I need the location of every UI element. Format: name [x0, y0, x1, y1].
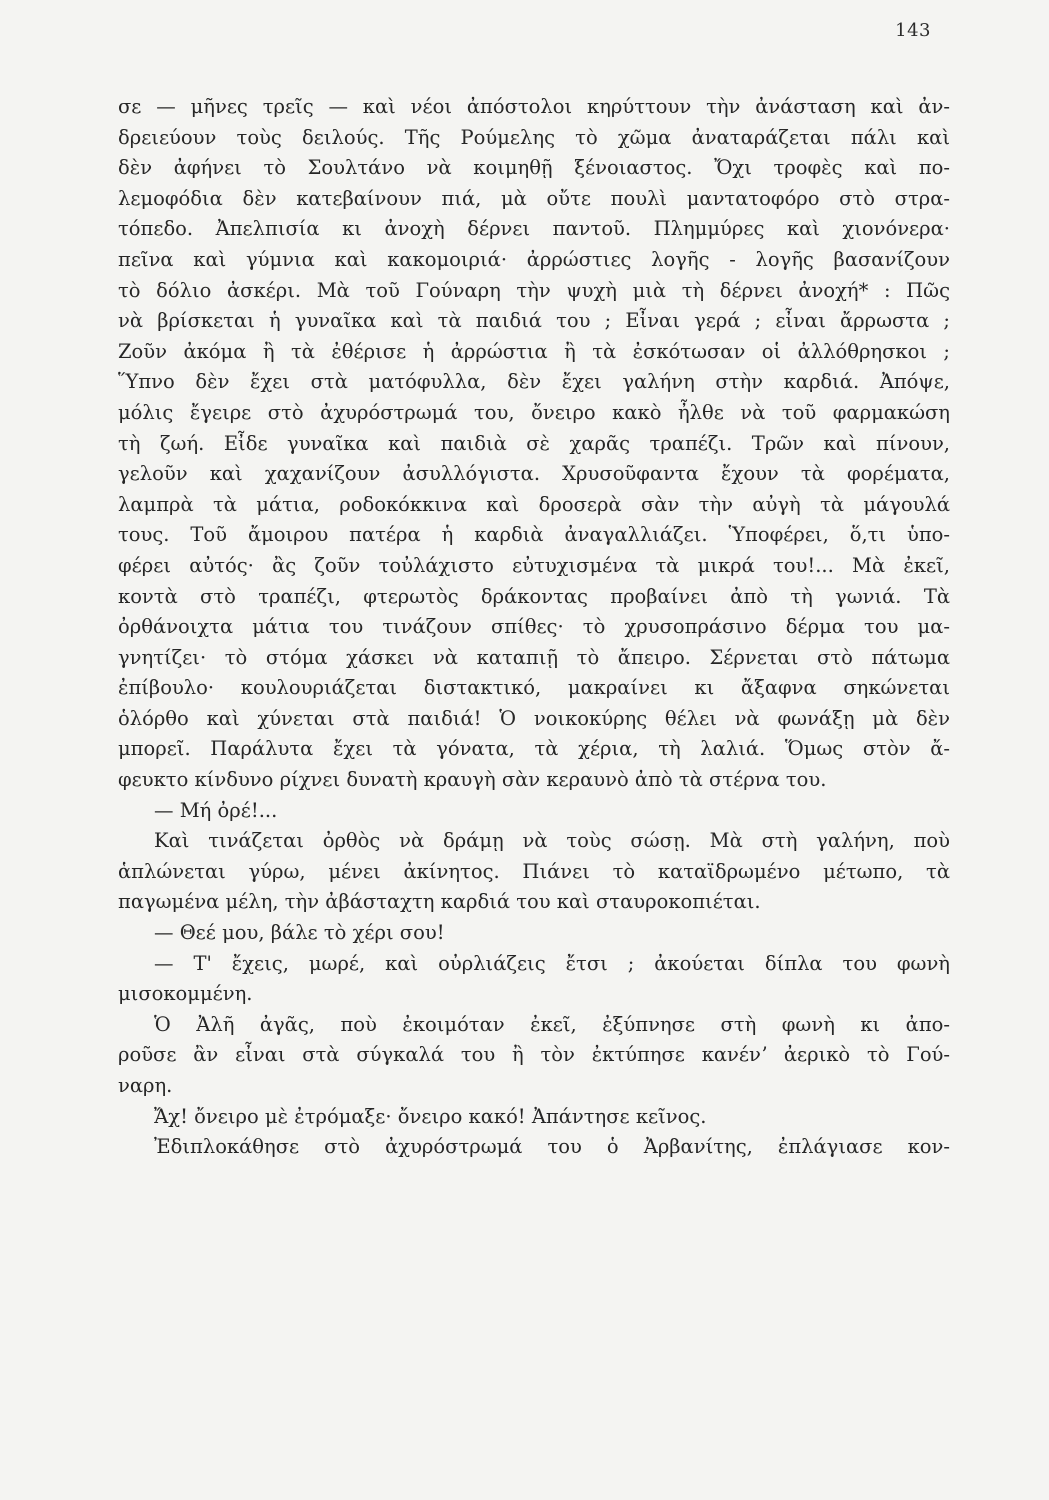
text-line: Ἄχ! ὄνειρο μὲ ἐτρόμαξε· ὄνειρο κακό! Ἀπάντησε κεῖνος.: [154, 1104, 707, 1128]
text-line: τὸ δόλιο ἀσκέρι. Μὰ τοῦ Γούναρη τὴν ψυχὴ μιὰ τὴ δέρνει ἀνοχή* : Πῶς: [118, 278, 950, 302]
text-line: Ζοῦν ἀκόμα ἢ τὰ ἐθέρισε ἡ ἀρρώστια ἢ τὰ ἐσκότωσαν οἱ ἀλλόθρησκοι ;: [118, 339, 950, 363]
text-line: — Μή ὀρέ!...: [154, 798, 278, 822]
text-line: κοντὰ στὸ τραπέζι, φτερωτὸς δράκοντας προβαίνει ἀπὸ τὴ γωνιά. Τὰ: [118, 584, 950, 608]
text-line: τους. Τοῦ ἄμοιρου πατέρα ἡ καρδιὰ ἀναγαλλιάζει. Ὑποφέρει, ὅ,τι ὑπο-: [118, 523, 950, 547]
text-line: δρειεύουν τοὺς δειλούς. Τῆς Ρούμελης τὸ χῶμα ἀναταράζεται πάλι καὶ: [118, 125, 950, 149]
text-line: παγωμένα μέλη, τὴν ἀβάσταχτη καρδιά του καὶ σταυροκοπιέται.: [118, 890, 761, 914]
text-line: φευκτο κίνδυνο ρίχνει δυνατὴ κραυγὴ σὰν κεραυνὸ ἀπὸ τὰ στέρνα του.: [118, 768, 827, 792]
text-line: ναρη.: [118, 1074, 173, 1097]
text-line: ἁπλώνεται γύρω, μένει ἀκίνητος. Πιάνει τὸ καταϊδρωμένο μέτωπο, τὰ: [118, 859, 950, 883]
text-line: — Τ' ἔχεις, μωρέ, καὶ οὐρλιάζεις ἔτσι ; ἀκούεται δίπλα του φωνὴ: [154, 951, 950, 975]
text-line: μόλις ἔγειρε στὸ ἀχυρόστρωμά του, ὄνειρο κακὸ ἦλθε νὰ τοῦ φαρμακώση: [118, 400, 950, 424]
page-number: 143: [895, 20, 931, 41]
text-line: λαμπρὰ τὰ μάτια, ροδοκόκκινα καὶ δροσερὰ σὰν τὴν αὐγὴ τὰ μάγουλά: [118, 492, 950, 516]
text-line: πεῖνα καὶ γύμνια καὶ κακομοιριά· ἀρρώστιες λογῆς - λογῆς βασανίζουν: [118, 247, 950, 271]
text-line: φέρει αὐτός· ἂς ζοῦν τοὐλάχιστο εὐτυχισμένα τὰ μικρά του!... Μὰ ἐκεῖ,: [118, 553, 950, 577]
text-line: Ὕπνο δὲν ἔχει στὰ ματόφυλλα, δὲν ἔχει γαλήνη στὴν καρδιά. Ἀπόψε,: [118, 370, 950, 394]
text-line: ροῦσε ἂν εἶναι στὰ σύγκαλά του ἢ τὸν ἐκτύπησε κανένʼ ἀερικὸ τὸ Γού-: [118, 1043, 950, 1067]
text-line: σε — μῆνες τρεῖς — καὶ νέοι ἀπόστολοι κηρύττουν τὴν ἀνάσταση καὶ ἀν-: [118, 95, 950, 118]
text-line: Ἐδιπλοκάθησε στὸ ἀχυρόστρωμά του ὁ Ἀρβανίτης, ἐπλάγιασε κον-: [154, 1135, 950, 1159]
text-line: γνητίζει· τὸ στόμα χάσκει νὰ καταπιῇ τὸ ἄπειρο. Σέρνεται στὸ πάτωμα: [118, 645, 950, 669]
text-line: τόπεδο. Ἀπελπισία κι ἀνοχὴ δέρνει παντοῦ. Πλημμύρες καὶ χιονόνερα·: [118, 217, 950, 241]
text-line: μπορεῖ. Παράλυτα ἔχει τὰ γόνατα, τὰ χέρια, τὴ λαλιά. Ὅμως στὸν ἄ-: [118, 737, 950, 761]
text-line: ἐπίβουλο· κουλουριάζεται διστακτικό, μακραίνει κι ἄξαφνα σηκώνεται: [118, 676, 950, 700]
text-line: μισοκομμένη.: [118, 982, 253, 1006]
text-line: δὲν ἀφήνει τὸ Σουλτάνο νὰ κοιμηθῇ ξένοιαστος. Ὄχι τροφὲς καὶ πο-: [118, 156, 950, 180]
text-line: νὰ βρίσκεται ἡ γυναῖκα καὶ τὰ παιδιά του ; Εἶναι γερά ; εἶναι ἄρρωστα ;: [118, 309, 950, 333]
text-line: γελοῦν καὶ χαχανίζουν ἀσυλλόγιστα. Χρυσοῦφαντα ἔχουν τὰ φορέματα,: [118, 462, 950, 486]
text-line: ὀρθάνοιχτα μάτια του τινάζουν σπίθες· τὸ χρυσοπράσινο δέρμα του μα-: [118, 615, 950, 639]
text-line: Ὁ Ἀλῆ ἀγᾶς, ποὺ ἐκοιμόταν ἐκεῖ, ἐξύπνησε στὴ φωνὴ κι ἀπο-: [154, 1012, 950, 1036]
text-line: τὴ ζωή. Εἶδε γυναῖκα καὶ παιδιὰ σὲ χαρᾶς τραπέζι. Τρῶν καὶ πίνουν,: [118, 431, 950, 455]
text-line: λεμοφόδια δὲν κατεβαίνουν πιά, μὰ οὔτε πουλὶ μαντατοφόρο στὸ στρα-: [118, 186, 950, 210]
text-line: Καὶ τινάζεται ὀρθὸς νὰ δράμῃ νὰ τοὺς σώσῃ. Μὰ στὴ γαλήνη, ποὺ: [154, 829, 950, 853]
body-text: [118, 92, 950, 1163]
text-line: — Θεέ μου, βάλε τὸ χέρι σου!: [154, 921, 445, 945]
text-line: ὁλόρθο καὶ χύνεται στὰ παιδιά! Ὁ νοικοκύρης θέλει νὰ φωνάξῃ μὰ δὲν: [118, 706, 950, 730]
